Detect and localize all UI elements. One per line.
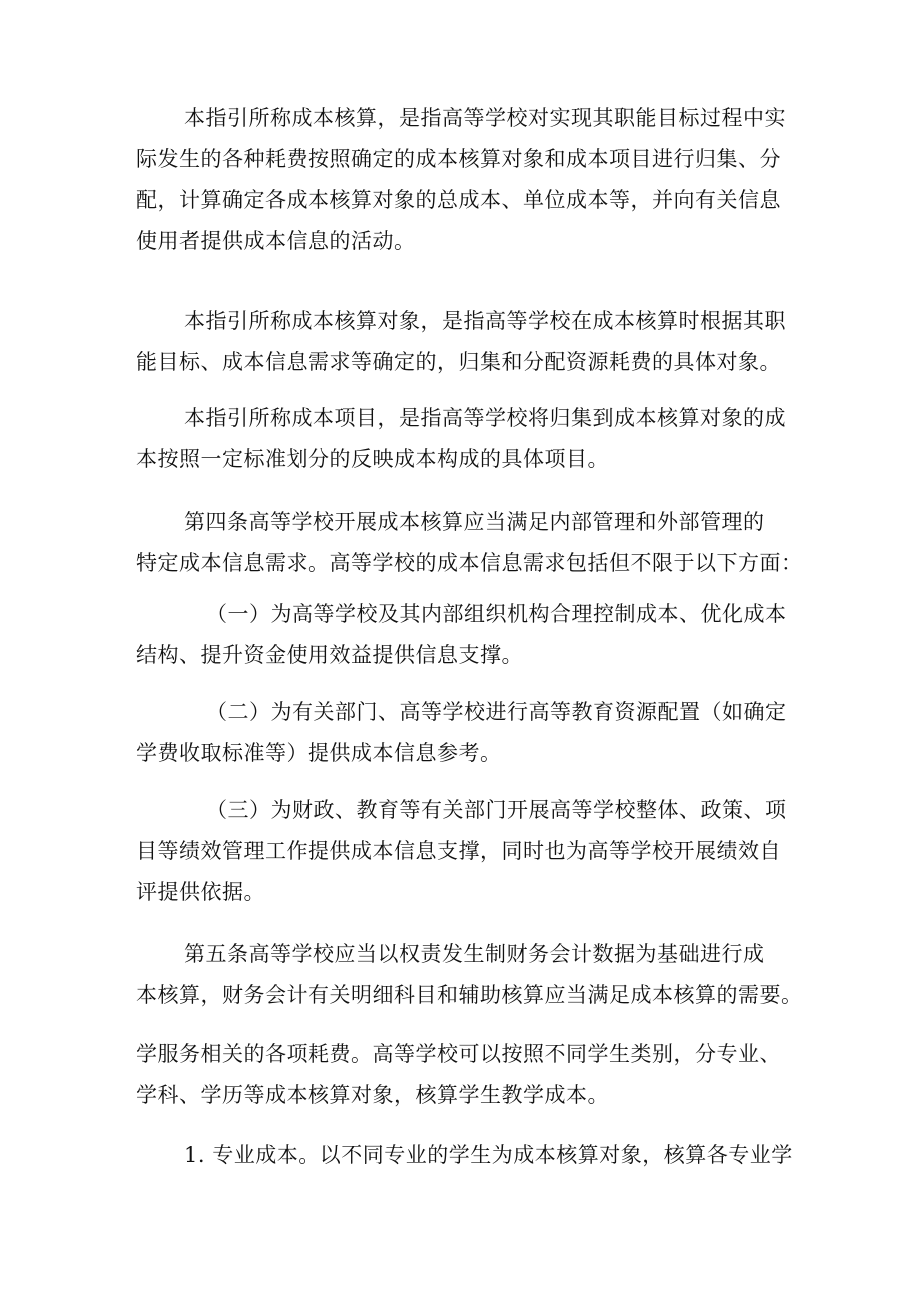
paragraph-article-5 — [136, 934, 803, 1016]
text-line: 学费收取标准等）提供成本信息参考。 — [136, 741, 502, 765]
text-line: （一）为高等学校及其内部组织机构合理控制成本、优化成本 — [206, 602, 787, 626]
text-line: 本按照一定标准划分的反映成本构成的具体项目。 — [136, 447, 609, 471]
text-line: （二）为有关部门、高等学校进行高等教育资源配置（如确定 — [206, 700, 787, 724]
paragraph-cost-accounting-definition — [136, 98, 786, 262]
paragraph-item-2 — [136, 692, 787, 774]
text-line: 第四条高等学校开展成本核算应当满足内部管理和外部管理的 — [184, 510, 765, 534]
paragraph-cost-object-definition — [136, 301, 786, 383]
text-line: 结构、提升资金使用效益提供信息支撑。 — [136, 643, 523, 667]
text-line: 目等绩效管理工作提供成本信息支撑，同时也为高等学校开展绩效自 — [136, 839, 781, 863]
paragraph-cost-item-definition — [136, 398, 786, 480]
text-line: （三）为财政、教育等有关部门开展高等学校整体、政策、项 — [206, 798, 787, 822]
text-line: 本指引所称成本核算，是指高等学校对实现其职能目标过程中实 — [184, 106, 786, 130]
text-line: 本核算，财务会计有关明细科目和辅助核算应当满足成本核算的需要。 — [136, 983, 803, 1007]
text-line: 际发生的各种耗费按照确定的成本核算对象和成本项目进行归集、分 — [136, 147, 781, 171]
text-line: 本指引所称成本项目，是指高等学校将归集到成本核算对象的成 — [184, 406, 786, 430]
paragraph-major-cost — [136, 1135, 793, 1176]
text-line: 使用者提供成本信息的活动。 — [136, 229, 416, 253]
text-line: 第五条高等学校应当以权责发生制财务会计数据为基础进行成 — [184, 942, 765, 966]
text-line: 本指引所称成本核算对象，是指高等学校在成本核算时根据其职 — [184, 309, 786, 333]
text-line: 能目标、成本信息需求等确定的，归集和分配资源耗费的具体对象。 — [136, 350, 781, 374]
text-line: 1. 专业成本。以不同专业的学生为成本核算对象，核算各专业学 — [184, 1143, 793, 1167]
paragraph-item-1 — [136, 594, 787, 676]
paragraph-student-teaching-cost — [136, 1034, 781, 1116]
paragraph-item-3 — [136, 790, 787, 913]
text-line: 学科、学历等成本核算对象，核算学生教学成本。 — [136, 1083, 609, 1107]
text-line: 评提供依据。 — [136, 880, 265, 904]
paragraph-article-4 — [136, 502, 803, 584]
text-line: 特定成本信息需求。高等学校的成本信息需求包括但不限于以下方面： — [136, 551, 803, 575]
text-line: 配，计算确定各成本核算对象的总成本、单位成本等，并向有关信息 — [136, 188, 781, 212]
text-line: 学服务相关的各项耗费。高等学校可以按照不同学生类别，分专业、 — [136, 1042, 781, 1066]
